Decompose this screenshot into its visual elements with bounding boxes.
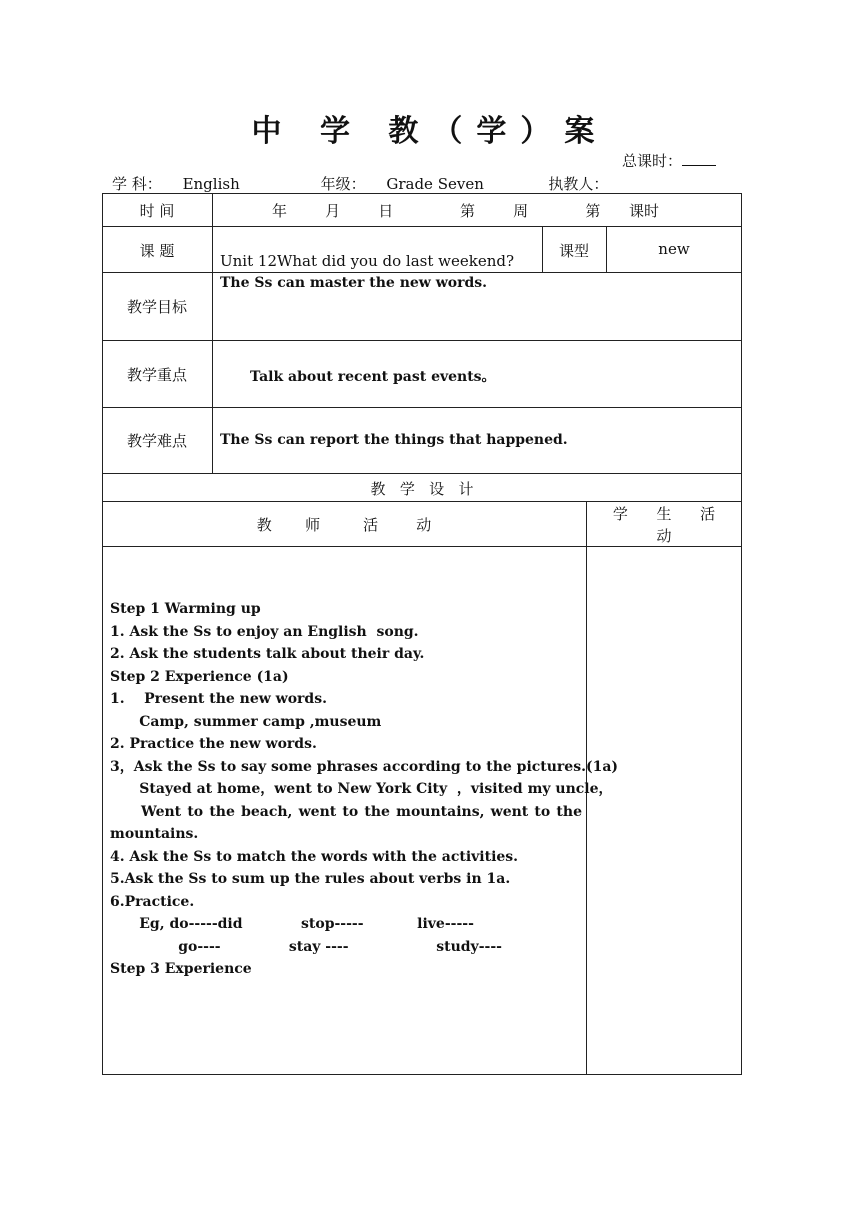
subject-value: English — [167, 175, 321, 194]
teacher-blank — [608, 177, 670, 194]
subject-label: 学 科： — [112, 175, 162, 193]
step-line: Eg, do-----did stop----- live----- — [110, 916, 474, 932]
step-line: Step 1 Warming up — [110, 601, 261, 617]
topic-value: Unit 12What did you do last weekend? — [220, 252, 515, 270]
type-value: new — [658, 240, 690, 258]
row-divider — [102, 226, 742, 227]
row-divider — [102, 473, 742, 474]
step-line: Went to the beach, went to the mountains, went to the — [141, 803, 582, 820]
total-hours-blank — [682, 151, 716, 166]
design-heading: 教 学 设 计 — [370, 480, 474, 498]
step-line: 1. Ask the Ss to enjoy an English song. — [110, 623, 419, 640]
total-hours-label: 总课时： — [621, 152, 682, 170]
type-label: 课型 — [558, 242, 589, 260]
lesson-plan-table — [102, 193, 742, 1075]
document-title: 中 学 教（学）案 — [251, 114, 609, 149]
goal-value: The Ss can master the new words. — [220, 275, 488, 291]
step-line: go---- stay ---- study---- — [110, 938, 502, 955]
step-line: Stayed at home，went to New York City ，visited my uncle， — [110, 781, 613, 797]
row-divider — [102, 407, 742, 408]
teacher-label: 执教人： — [548, 175, 609, 193]
key-value: Talk about recent past events。 — [250, 369, 496, 385]
total-hours — [622, 150, 716, 171]
step-line: 6.Practice. — [110, 893, 195, 910]
step-line: 2. Practice the new words. — [110, 736, 317, 752]
step-line: mountains. — [110, 826, 199, 842]
teacher-activity-heading: 教 师 活 动 — [256, 516, 432, 534]
time-value: 年 月 日 第 周 第 课时 — [272, 202, 660, 220]
step-line: Camp, summer camp ,museum — [110, 713, 382, 730]
step-line: 2. Ask the students talk about their day. — [110, 646, 425, 662]
difficulty-value: The Ss can report the things that happened. — [220, 432, 568, 448]
grade-label: 年级： — [320, 175, 366, 193]
step-line: 1. Present the new words. — [110, 691, 327, 707]
topic-label: 课 题 — [139, 242, 175, 260]
key-label: 教学重点 — [126, 366, 187, 384]
student-activity-heading-line1: 学 生 活 — [612, 505, 716, 523]
step-line: 4. Ask the Ss to match the words with the activities. — [110, 848, 519, 865]
row-divider — [102, 340, 742, 341]
student-activity-heading — [586, 503, 742, 547]
step-line: 5.Ask the Ss to sum up the rules about verbs in 1a. — [110, 871, 511, 887]
col-divider — [212, 193, 213, 473]
step-line: 3，Ask the Ss to say some phrases according to the pictures.(1a) — [110, 758, 619, 775]
grade-value: Grade Seven — [370, 175, 532, 194]
student-activity-heading-line2: 动 — [656, 527, 672, 545]
goal-label: 教学目标 — [126, 298, 187, 316]
teacher-activity-steps — [110, 598, 619, 981]
row-divider — [102, 272, 742, 273]
time-label: 时 间 — [139, 202, 175, 220]
meta-line — [112, 173, 670, 194]
step-line: Step 3 Experience — [110, 961, 252, 977]
row-divider — [102, 501, 742, 502]
difficulty-label: 教学难点 — [126, 432, 187, 450]
step-line: Step 2 Experience (1a) — [110, 668, 289, 685]
